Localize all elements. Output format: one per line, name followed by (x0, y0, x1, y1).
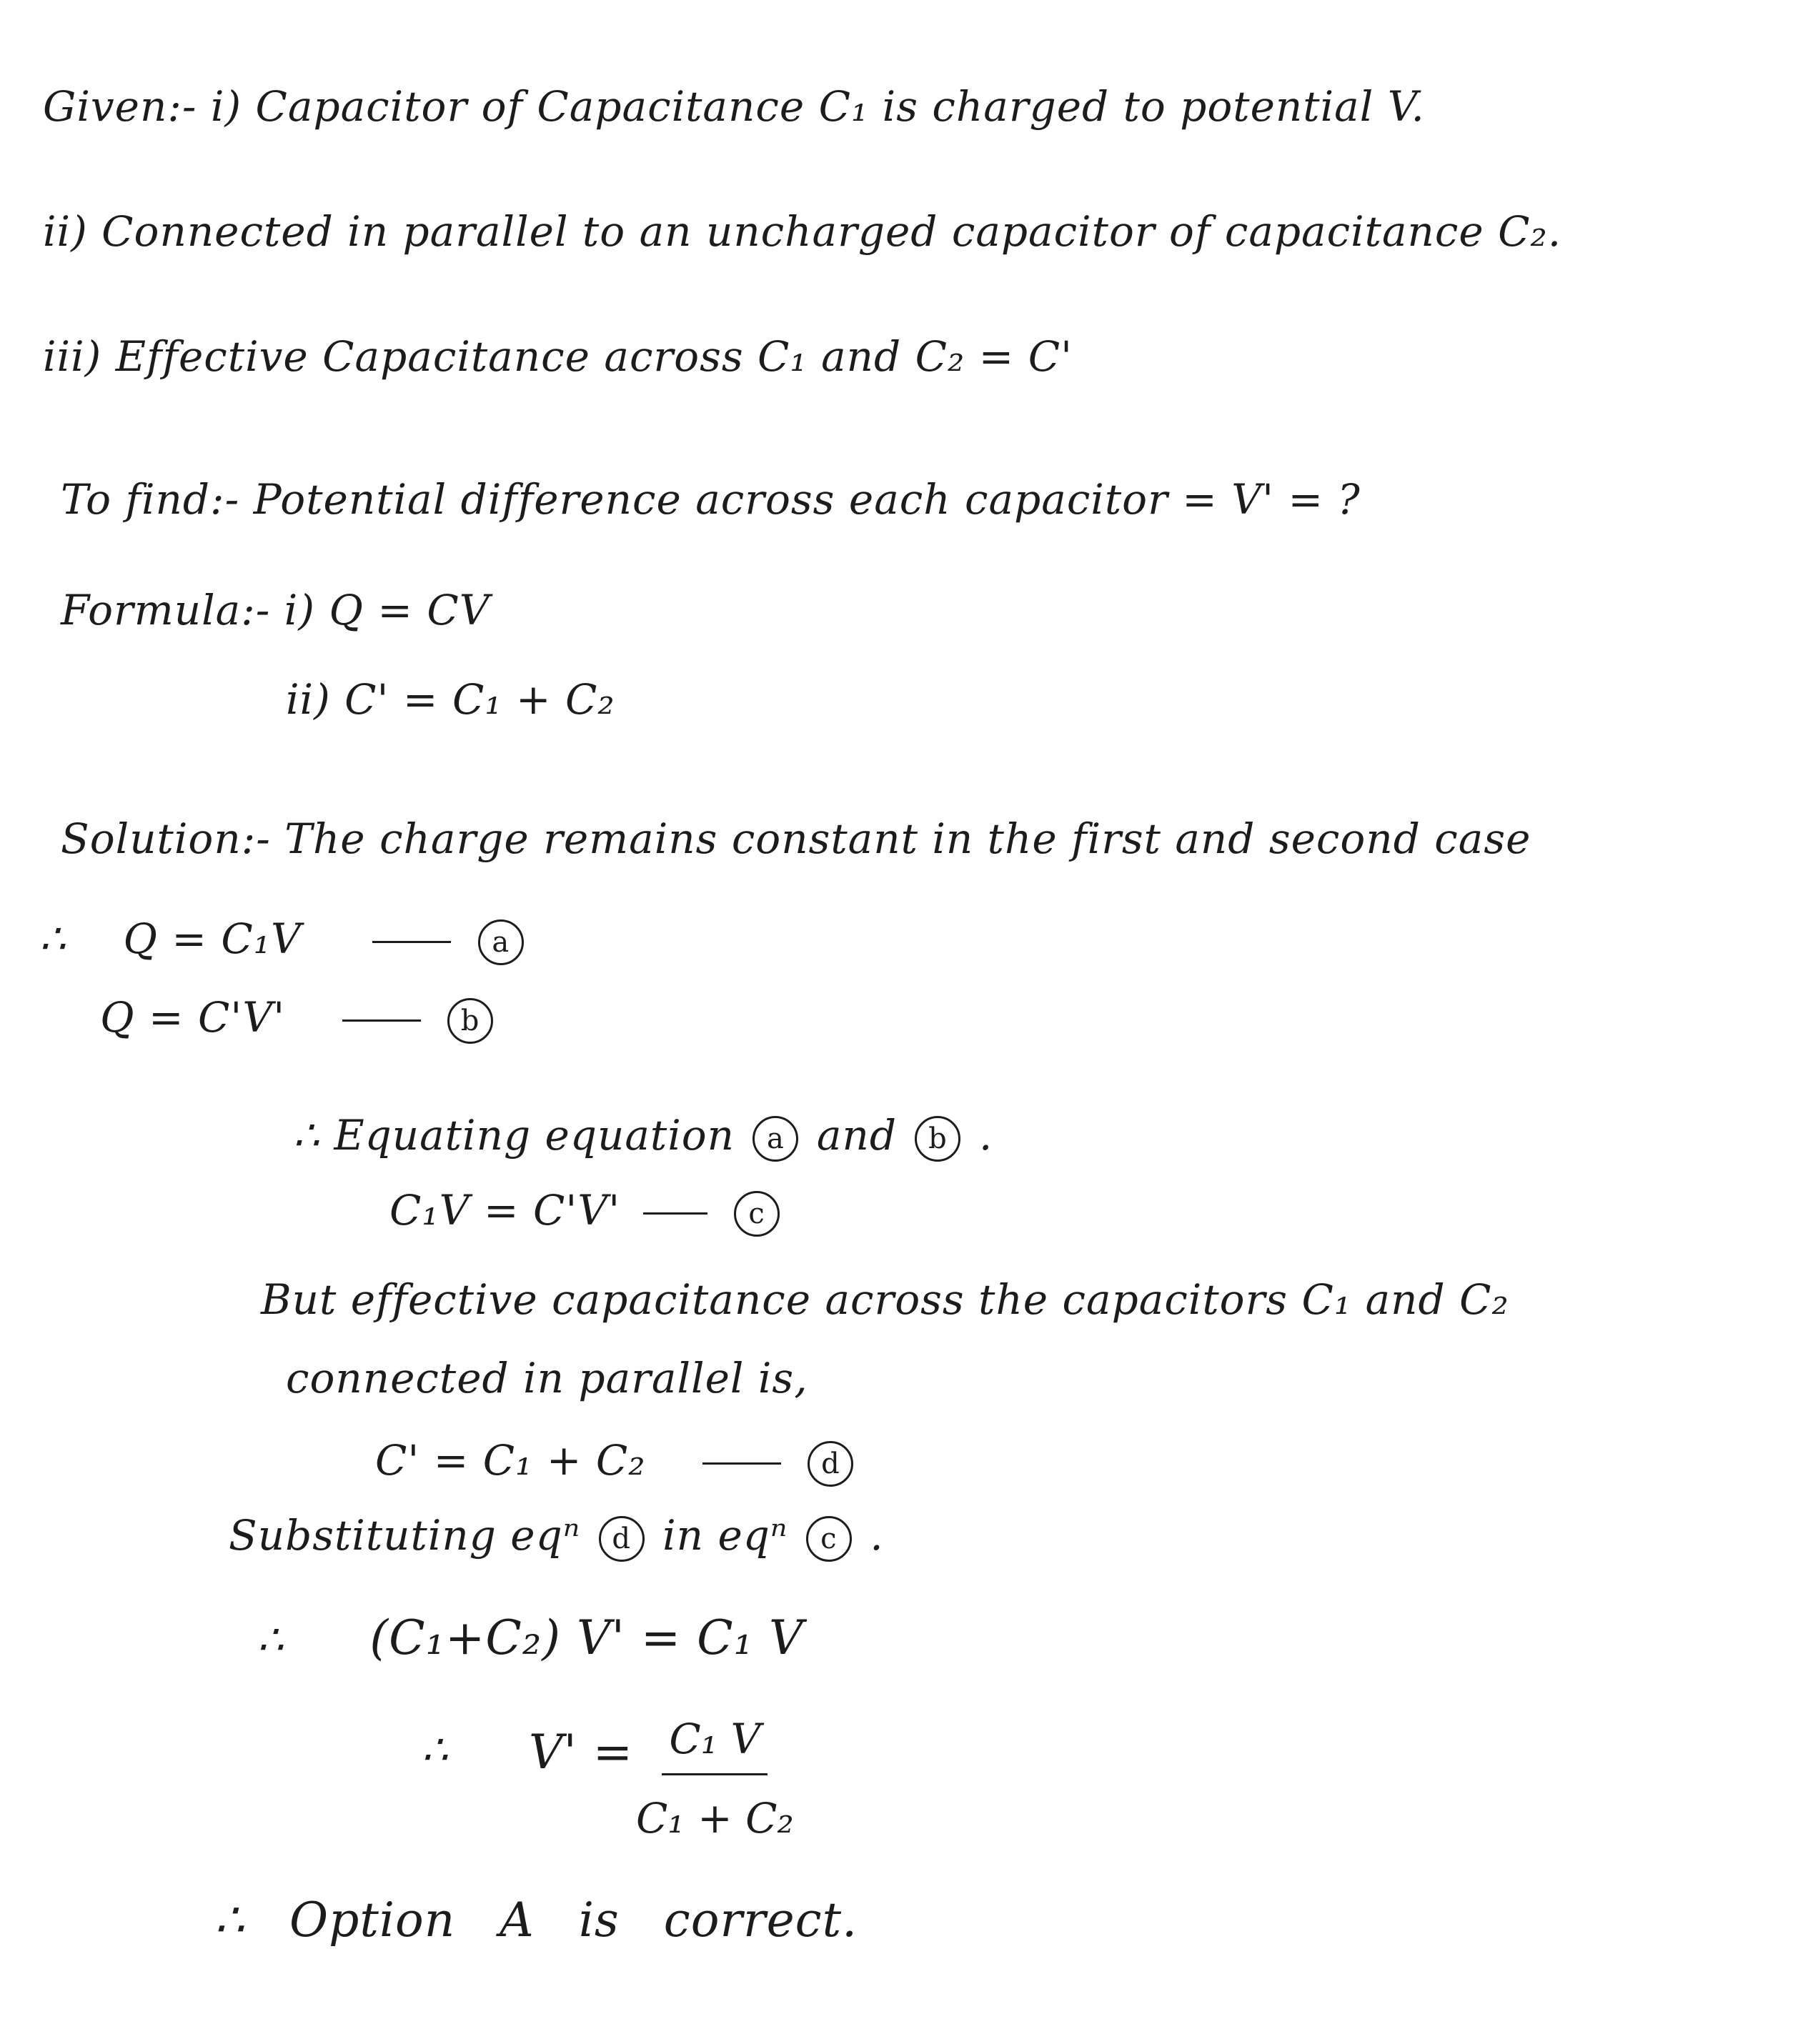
equation-tag-d: d (808, 1441, 853, 1487)
equation-d-text: C' = C₁ + C₂ (375, 1436, 646, 1485)
formula-line-2: ii) C' = C₁ + C₂ (286, 675, 615, 724)
equating-line (293, 1111, 993, 1162)
result-therefore: ∴ (422, 1725, 449, 1774)
equating-tag-b: b (915, 1116, 960, 1162)
therefore-symbol: ∴ (39, 914, 66, 963)
equating-end: . (978, 1111, 993, 1160)
result-denominator: C₁ + C₂ (636, 1794, 794, 1843)
equation-a (39, 914, 528, 965)
formula-line-1: Formula:- i) Q = CV (61, 586, 490, 634)
substituting-in: in eqⁿ (662, 1511, 788, 1560)
equating-tag-a: a (752, 1116, 798, 1162)
substituted-equation-text: (C₁+C₂) V' = C₁ V (369, 1610, 804, 1665)
equation-b (100, 993, 497, 1044)
equation-b-text: Q = C'V' (100, 993, 286, 1042)
substituting-line (229, 1511, 884, 1562)
equating-text: ∴ Equating equation (293, 1111, 735, 1160)
equation-tag-a: a (478, 919, 524, 965)
equation-c (389, 1186, 784, 1237)
given-line-1: Given:- i) Capacitor of Capacitance C₁ is charged to potential V. (43, 82, 1425, 131)
substituting-tag-d: d (599, 1516, 645, 1562)
equation-dash (643, 1212, 707, 1215)
substituting-text: Substituting eqⁿ (229, 1511, 581, 1560)
substituting-tag-c: c (806, 1516, 852, 1562)
equation-dash (342, 1019, 421, 1022)
result-fraction (636, 1715, 794, 1843)
substituted-equation (257, 1610, 804, 1665)
given-line-2: ii) Connected in parallel to an uncharged capacitor of capacitance C₂. (43, 207, 1562, 256)
conclusion-line: ∴ Option A is correct. (214, 1893, 858, 1948)
result-lhs: V' = (529, 1725, 634, 1780)
equation-dash (372, 941, 451, 943)
equation-c-text: C₁V = C'V' (389, 1186, 621, 1235)
equation-a-text: Q = C₁V (123, 914, 302, 963)
equation-tag-c: c (734, 1191, 780, 1237)
substituting-end: . (870, 1511, 884, 1560)
equation-d (375, 1436, 858, 1487)
therefore-symbol: ∴ (257, 1615, 284, 1664)
but-line-1: But effective capacitance across the capacitors C₁ and C₂ (261, 1275, 1509, 1324)
equation-tag-b: b (447, 998, 493, 1044)
given-line-3: iii) Effective Capacitance across C₁ and C₂ = C' (43, 332, 1073, 381)
to-find-line: To find:- Potential difference across each capacitor = V' = ? (61, 475, 1361, 524)
equating-and: and (816, 1111, 897, 1160)
solution-intro: Solution:- The charge remains constant in the first and second case (61, 814, 1531, 863)
but-line-2: connected in parallel is, (286, 1354, 808, 1402)
equation-dash (702, 1462, 781, 1465)
result-numerator: C₁ V (662, 1715, 768, 1775)
